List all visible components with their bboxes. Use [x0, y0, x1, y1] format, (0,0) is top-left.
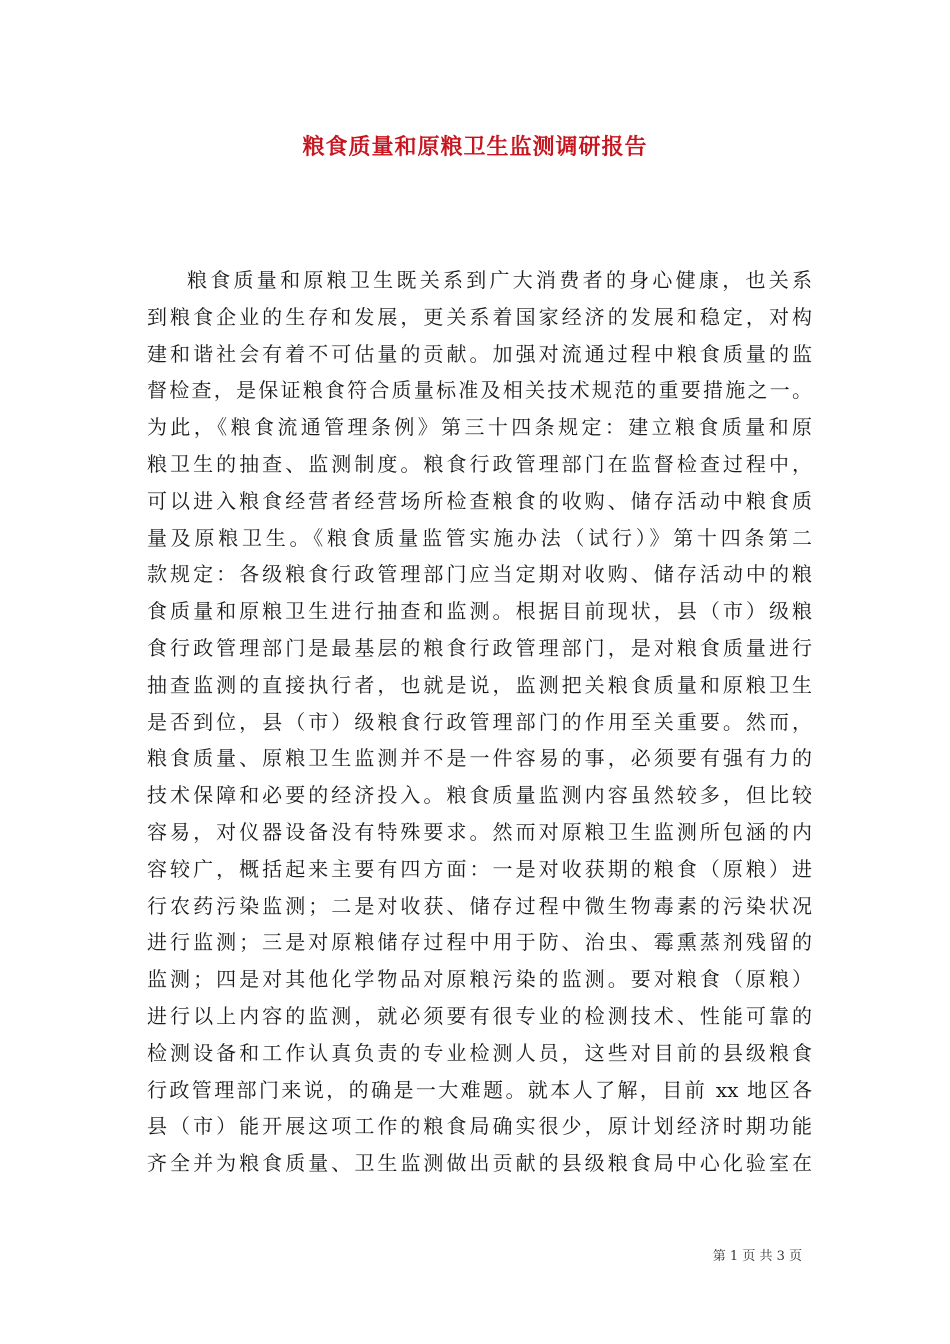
body-line: 是否到位，县（市）级粮食行政管理部门的作用至关重要。然而， — [147, 709, 812, 734]
body-line: 可以进入粮食经营者经营场所检查粮食的收购、储存活动中粮食质 — [147, 488, 812, 513]
body-line: 进行以上内容的监测，就必须要有很专业的检测技术、性能可靠的 — [147, 1003, 812, 1028]
body-line: 食质量和原粮卫生进行抽查和监测。根据目前现状，县（市）级粮 — [147, 599, 812, 624]
body-line: 检测设备和工作认真负责的专业检测人员，这些对目前的县级粮食 — [147, 1040, 812, 1065]
body-line: 行政管理部门来说，的确是一大难题。就本人了解，目前 xx 地区各 — [147, 1077, 812, 1102]
body-line: 县（市）能开展这项工作的粮食局确实很少，原计划经济时期功能 — [147, 1114, 812, 1139]
body-line: 容易，对仪器设备没有特殊要求。然而对原粮卫生监测所包涵的内 — [147, 819, 812, 844]
body-line: 容较广，概括起来主要有四方面：一是对收获期的粮食（原粮）进 — [147, 856, 812, 881]
body-line: 粮卫生的抽查、监测制度。粮食行政管理部门在监督检查过程中， — [147, 451, 812, 476]
body-line: 食行政管理部门是最基层的粮食行政管理部门，是对粮食质量进行 — [147, 635, 812, 660]
body-line: 建和谐社会有着不可估量的贡献。加强对流通过程中粮食质量的监 — [147, 341, 812, 366]
body-line: 量及原粮卫生。《粮食质量监管实施办法（试行）》第十四条第二 — [147, 525, 812, 550]
body-line: 行农药污染监测；二是对收获、储存过程中微生物毒素的污染状况 — [147, 893, 812, 918]
body-line: 粮食质量和原粮卫生既关系到广大消费者的身心健康，也关系 — [187, 268, 812, 292]
body-line: 到粮食企业的生存和发展，更关系着国家经济的发展和稳定，对构 — [147, 304, 812, 329]
body-line: 款规定：各级粮食行政管理部门应当定期对收购、储存活动中的粮 — [147, 562, 812, 587]
body-line: 督检查，是保证粮食符合质量标准及相关技术规范的重要措施之一。 — [147, 378, 812, 403]
body-line: 进行监测；三是对原粮储存过程中用于防、治虫、霉熏蒸剂残留的 — [147, 930, 812, 955]
body-line: 粮食质量、原粮卫生监测并不是一件容易的事，必须要有强有力的 — [147, 746, 812, 771]
body-line: 技术保障和必要的经济投入。粮食质量监测内容虽然较多，但比较 — [147, 783, 812, 808]
body-line: 为此，《粮食流通管理条例》第三十四条规定：建立粮食质量和原 — [147, 415, 812, 440]
page-number: 第 1 页 共 3 页 — [712, 1249, 802, 1264]
body-line: 监测；四是对其他化学物品对原粮污染的监测。要对粮食（原粮） — [147, 967, 812, 992]
body-paragraph — [147, 262, 812, 1182]
body-line: 抽查监测的直接执行者，也就是说，监测把关粮食质量和原粮卫生 — [147, 672, 812, 697]
document-title: 粮食质量和原粮卫生监测调研报告 — [302, 134, 648, 160]
body-line: 齐全并为粮食质量、卫生监测做出贡献的县级粮食局中心化验室在 — [147, 1151, 812, 1176]
